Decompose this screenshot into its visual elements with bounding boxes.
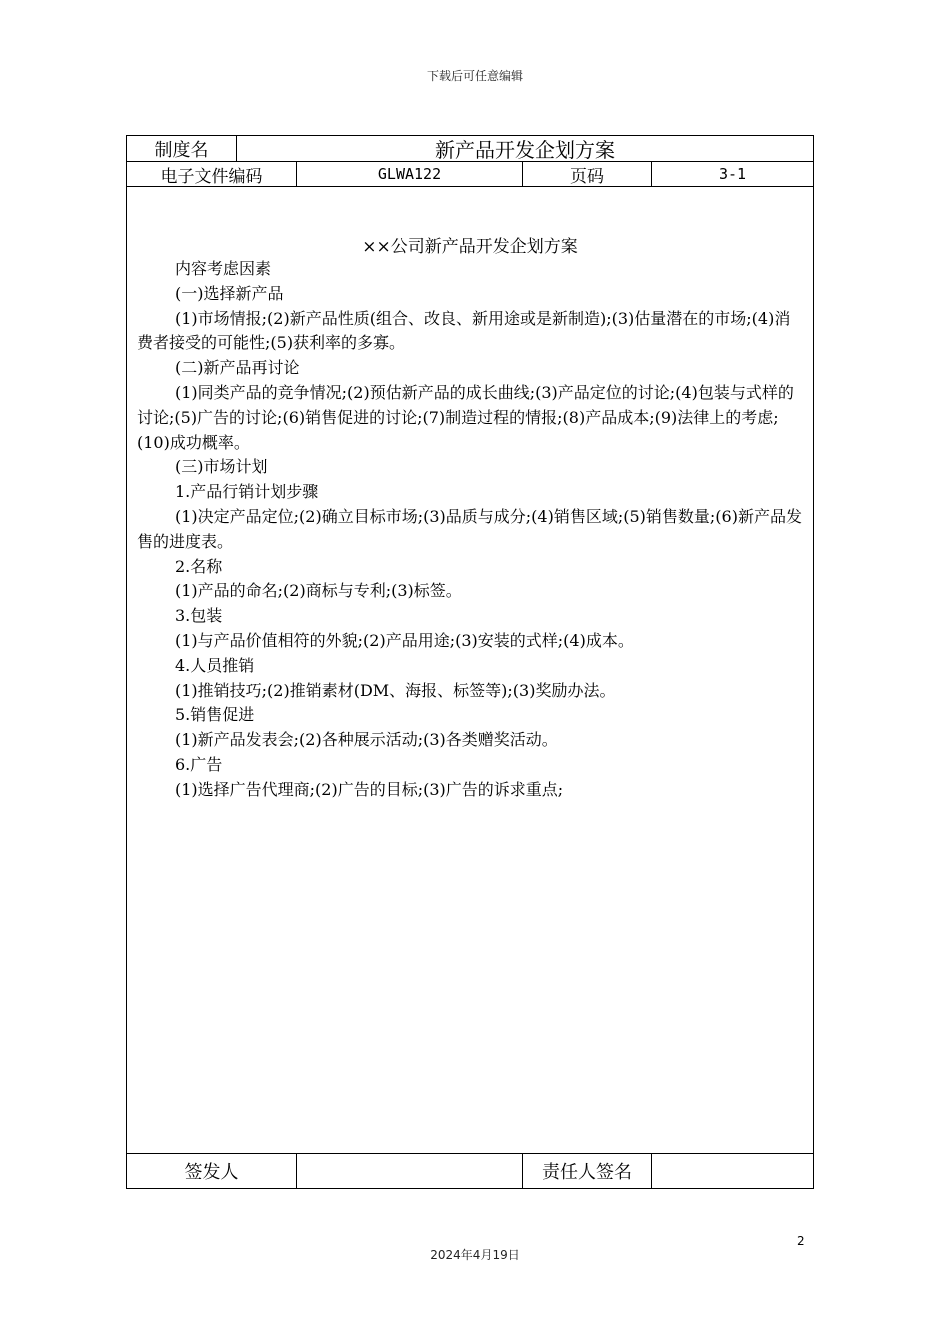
form-code-row <box>127 162 813 187</box>
code-value: GLWA122 <box>297 162 523 186</box>
paragraph: (1)产品的命名;(2)商标与专利;(3)标签。 <box>175 581 462 601</box>
paragraph: (二)新产品再讨论 <box>175 358 300 378</box>
paragraph: (1)决定产品定位;(2)确立目标市场;(3)品质与成分;(4)销售区域;(5)销售数量;(6)新产品发售的进度表。 <box>137 506 802 551</box>
form-name-row <box>127 136 813 162</box>
paragraph: 3.包装 <box>175 606 223 626</box>
paragraph: 内容考虑因素 <box>175 259 272 278</box>
paragraph: (1)同类产品的竞争情况;(2)预估新产品的成长曲线;(3)产品定位的讨论;(4)包装与式样的讨论;(5)广告的讨论;(6)销售促进的讨论;(7)制造过程的情报;(8)产品成本;(9)法律上的考虑;(10)成功概率。 <box>137 382 794 452</box>
paragraph: 4.人员推销 <box>175 655 255 675</box>
document-body <box>137 257 805 803</box>
name-label: 制度名 <box>127 136 237 161</box>
name-value: 新产品开发企划方案 <box>435 138 615 162</box>
paragraph: (三)市场计划 <box>175 457 268 477</box>
paragraph: 5.销售促进 <box>175 705 255 725</box>
header-note: 下载后可任意编辑 <box>426 69 523 83</box>
footer-date: 2024年4月19日 <box>430 1248 520 1262</box>
paragraph: 2.名称 <box>175 556 223 576</box>
paragraph: (1)与产品价值相符的外貌;(2)产品用途;(3)安装的式样;(4)成本。 <box>175 630 634 650</box>
paragraph: (1)市场情报;(2)新产品性质(组合、改良、新用途或是新制造);(3)估量潜在的市场;(4)消费者接受的可能性;(5)获利率的多寡。 <box>137 308 791 353</box>
signer-field[interactable] <box>297 1154 523 1188</box>
code-label: 电子文件编码 <box>127 162 297 186</box>
page-label: 页码 <box>523 162 652 186</box>
paragraph: 6.广告 <box>175 754 223 774</box>
paragraph: (1)推销技巧;(2)推销素材(DM、海报、标签等);(3)奖励办法。 <box>175 680 616 700</box>
page-number: 2 <box>797 1234 805 1248</box>
content-area <box>127 187 813 1154</box>
document-title: ××公司新产品开发企划方案 <box>362 237 578 257</box>
signer-label: 签发人 <box>127 1154 297 1188</box>
page-value: 3-1 <box>718 165 747 183</box>
paragraph: 1.产品行销计划步骤 <box>175 482 319 502</box>
paragraph: (一)选择新产品 <box>175 283 284 303</box>
form-table <box>126 135 814 1189</box>
responsible-label: 责任人签名 <box>523 1154 652 1188</box>
responsible-signature-field[interactable] <box>652 1154 813 1188</box>
paragraph: (1)选择广告代理商;(2)广告的目标;(3)广告的诉求重点; <box>175 779 564 799</box>
paragraph: (1)新产品发表会;(2)各种展示活动;(3)各类赠奖活动。 <box>175 730 558 750</box>
form-sign-row <box>127 1154 813 1188</box>
